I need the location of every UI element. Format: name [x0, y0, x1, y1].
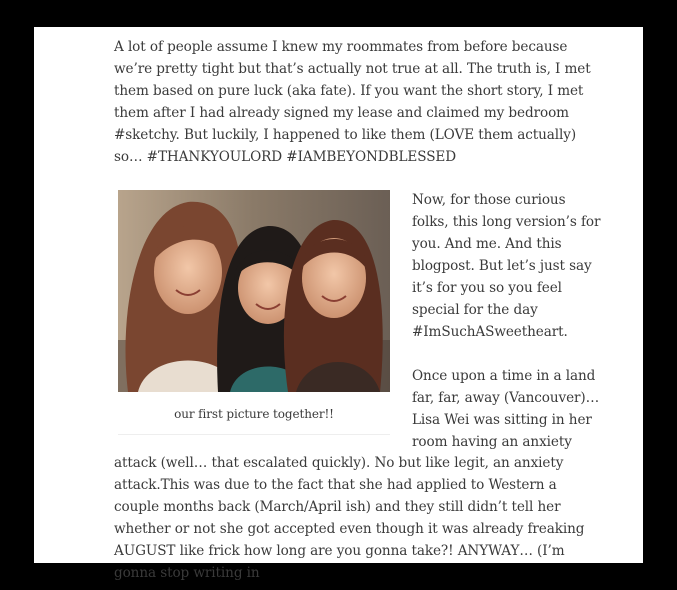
roommates-photo[interactable] [118, 190, 390, 392]
photo-caption: our first picture together!! [118, 392, 390, 435]
post-paragraph-3: Once upon a time in a land far, far, away (Vancouver)… Lisa Wei was sitting in her room having an anxiety attack (well… that escalated quickly). No but like legit, an anxiety attack.This was due to the fact that she had applied to Western a couple months back (March/April ish) and they still didn’t tell her whether or not she got accepted even though it was already freaking AUGUST like frick how long are you gonna take?! ANYWAY… (I’m gonna stop writing in [114, 367, 600, 581]
post-paragraph-1: A lot of people assume I knew my roommates from before because we’re pretty tight but that’s actually not true at all. The truth is, I met them based on pure luck (aka fate). If you want the short story, I met them after I had already signed my lease and claimed my bedroom #sketchy. But luckily, I happened to like them (LOVE them actually) so… #THANKYOULORD #IAMBEYONDBLESSED [114, 39, 591, 165]
photo-figure [114, 190, 390, 435]
post-paragraph-2: Now, for those curious folks, this long version’s for you. And me. And this blogpost. But let’s just say it’s for you so you feel special for the day #ImSuchASweetheart. [412, 192, 601, 340]
post-content [114, 37, 602, 585]
blog-page [34, 27, 643, 581]
